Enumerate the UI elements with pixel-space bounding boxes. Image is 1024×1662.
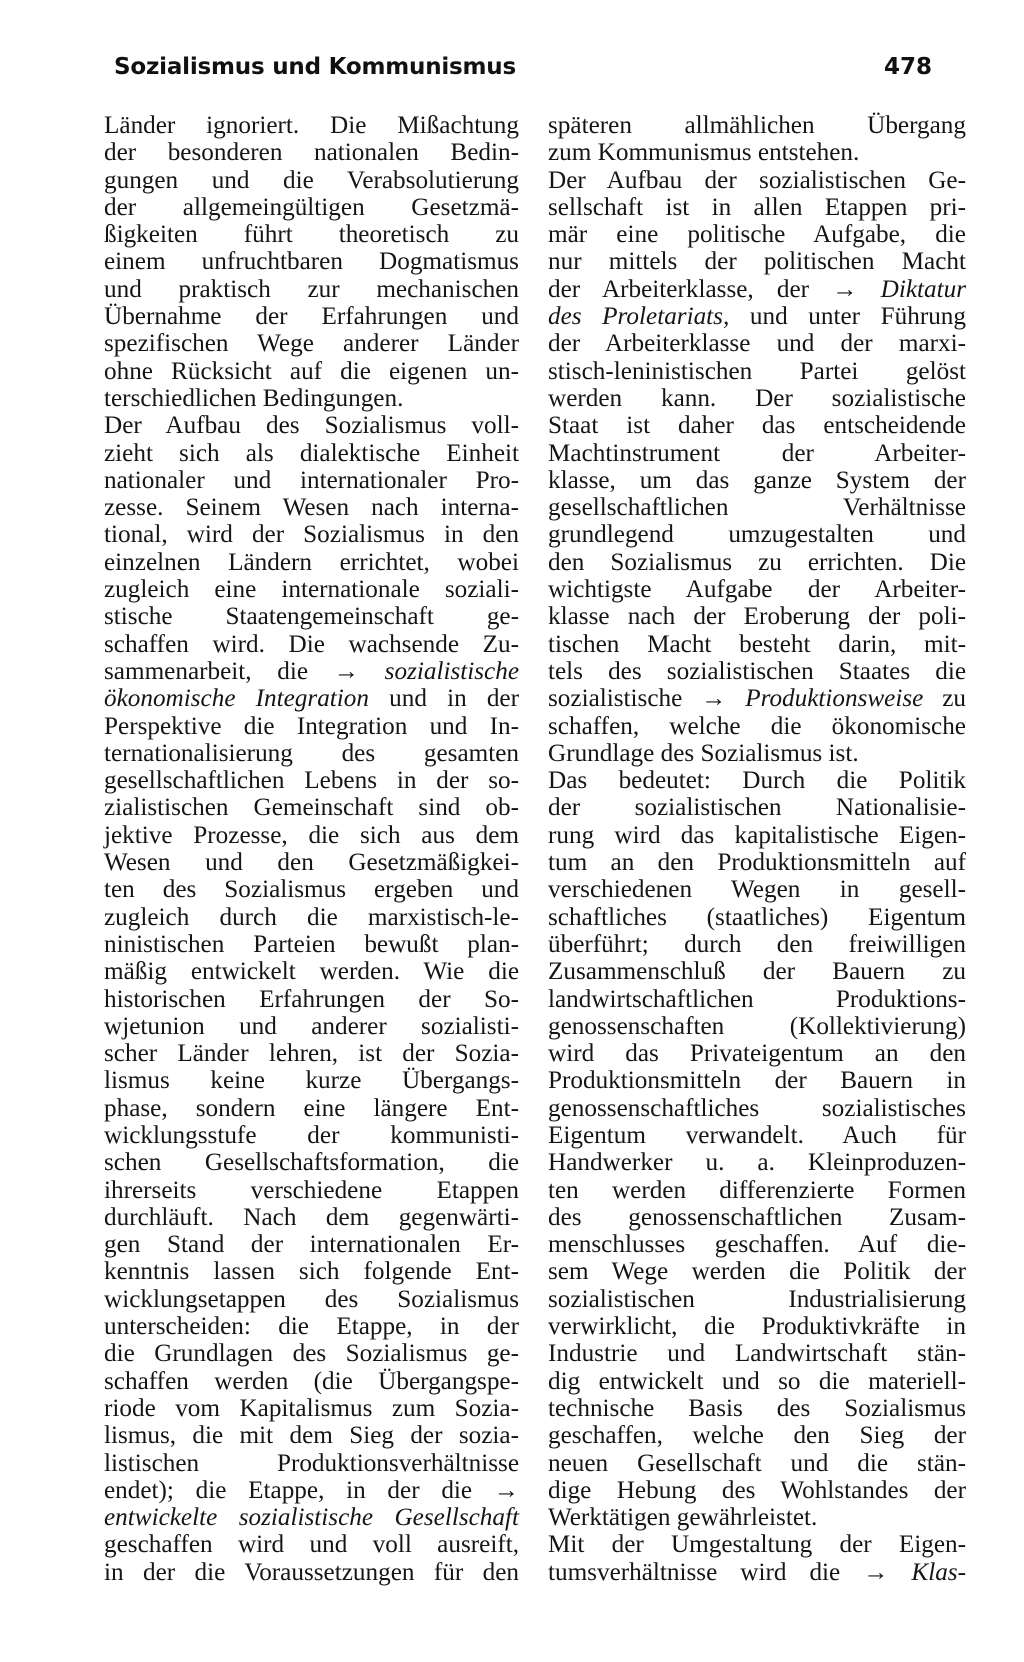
text-line bbox=[104, 685, 519, 712]
text-segment: verschiedenen Wegen in gesell- bbox=[548, 876, 966, 904]
text-segment: gen Stand der internationalen Er- bbox=[104, 1231, 519, 1259]
text-line bbox=[548, 221, 966, 248]
text-segment: zugleich durch die marxistisch-le- bbox=[104, 903, 519, 931]
text-segment: zum Kommunismus entstehen. bbox=[548, 139, 860, 167]
text-segment: wicklungsstufe der kommunisti- bbox=[104, 1121, 519, 1149]
text-segment: ternationalisierung des gesamten bbox=[104, 739, 519, 767]
text-segment: schaftliches (staatliches) Eigentum bbox=[548, 903, 966, 931]
text-segment: Werktätigen gewährleistet. bbox=[548, 1504, 818, 1532]
text-line bbox=[548, 1313, 966, 1340]
text-line bbox=[548, 248, 966, 275]
text-segment: der sozialistischen Nationalisie- bbox=[548, 794, 966, 822]
text-line bbox=[548, 904, 966, 931]
text-line bbox=[104, 1504, 519, 1531]
text-segment: einem unfruchtbaren Dogmatismus bbox=[104, 248, 519, 276]
text-segment: unterscheiden: die Etappe, in der bbox=[104, 1313, 519, 1341]
text-line bbox=[104, 1313, 519, 1340]
text-line bbox=[104, 658, 519, 685]
text-line bbox=[104, 549, 519, 576]
text-line bbox=[104, 221, 519, 248]
text-line bbox=[104, 1395, 519, 1422]
text-line bbox=[104, 1477, 519, 1504]
text-segment: tels des sozialistischen Staates die bbox=[548, 657, 966, 685]
text-line bbox=[104, 1231, 519, 1258]
text-segment: rung wird das kapitalistische Eigen- bbox=[548, 821, 966, 849]
text-line bbox=[104, 1177, 519, 1204]
text-segment: den Sozialismus zu errichten. Die bbox=[548, 548, 966, 576]
text-segment: dig entwickelt und so die materiell- bbox=[548, 1367, 966, 1395]
text-line bbox=[548, 822, 966, 849]
text-segment: Das bedeutet: Durch die Politik bbox=[548, 767, 966, 795]
text-line bbox=[548, 931, 966, 958]
text-line bbox=[548, 685, 966, 712]
text-segment: der Arbeiterklasse und der marxi- bbox=[548, 330, 966, 358]
text-segment: sammenarbeit, die → bbox=[104, 657, 385, 685]
text-line bbox=[548, 276, 966, 303]
text-line bbox=[548, 740, 966, 767]
cross-reference: entwickelte sozialistische Gesellschaft bbox=[104, 1504, 519, 1532]
text-line bbox=[104, 385, 519, 412]
text-segment: listischen Produktionsverhältnisse bbox=[104, 1449, 519, 1477]
text-line bbox=[104, 1122, 519, 1149]
text-line bbox=[104, 876, 519, 903]
text-line bbox=[104, 1559, 519, 1586]
text-line bbox=[548, 1258, 966, 1285]
text-segment: spezifischen Wege anderer Länder bbox=[104, 330, 519, 358]
text-segment: genossenschaften (Kollektivierung) bbox=[548, 1012, 966, 1040]
text-line bbox=[548, 1204, 966, 1231]
text-segment: schaffen wird. Die wachsende Zu- bbox=[104, 630, 519, 658]
text-segment: menschlusses geschaffen. Auf die- bbox=[548, 1231, 966, 1259]
text-line bbox=[104, 1450, 519, 1477]
text-segment: gesellschaftlichen Lebens in der so- bbox=[104, 767, 519, 795]
text-line bbox=[548, 1477, 966, 1504]
text-segment: Zusammenschluß der Bauern zu bbox=[548, 958, 966, 986]
text-line bbox=[548, 467, 966, 494]
text-segment: ihrerseits verschiedene Etappen bbox=[104, 1176, 519, 1204]
text-line bbox=[548, 876, 966, 903]
text-segment: schen Gesellschaftsformation, die bbox=[104, 1149, 519, 1177]
text-segment: Eigentum verwandelt. Auch für bbox=[548, 1121, 966, 1149]
text-segment: der allgemeingültigen Gesetzmä- bbox=[104, 193, 519, 221]
text-segment: wjetunion und anderer sozialisti- bbox=[104, 1012, 519, 1040]
text-segment: und praktisch zur mechanischen bbox=[104, 275, 519, 303]
text-line bbox=[104, 1340, 519, 1367]
text-segment: des genossenschaftlichen Zusam- bbox=[548, 1203, 966, 1231]
text-line bbox=[548, 1286, 966, 1313]
text-segment: zialistischen Gemeinschaft sind ob- bbox=[104, 794, 519, 822]
text-line bbox=[548, 412, 966, 439]
text-segment: Produktionsmitteln der Bauern in bbox=[548, 1067, 966, 1095]
text-segment: historischen Erfahrungen der So- bbox=[104, 985, 519, 1013]
text-line bbox=[104, 440, 519, 467]
text-line bbox=[548, 521, 966, 548]
text-line bbox=[548, 385, 966, 412]
text-line bbox=[104, 576, 519, 603]
text-line bbox=[104, 931, 519, 958]
text-segment: Der Aufbau der sozialistischen Ge- bbox=[548, 166, 966, 194]
text-line bbox=[548, 139, 966, 166]
text-segment: sellschaft ist in allen Etappen pri- bbox=[548, 193, 966, 221]
text-segment: technische Basis des Sozialismus bbox=[548, 1394, 966, 1422]
text-line bbox=[104, 412, 519, 439]
text-segment: zugleich eine internationale soziali- bbox=[104, 576, 519, 604]
text-line bbox=[548, 1122, 966, 1149]
text-segment: wird das Privateigentum an den bbox=[548, 1040, 966, 1068]
text-line bbox=[104, 1013, 519, 1040]
text-line bbox=[104, 276, 519, 303]
text-line bbox=[104, 1040, 519, 1067]
text-line bbox=[548, 713, 966, 740]
text-segment: Grundlage des Sozialismus ist. bbox=[548, 739, 859, 767]
text-segment: ten werden differenzierte Formen bbox=[548, 1176, 966, 1204]
text-segment: verwirklicht, die Produktivkräfte in bbox=[548, 1313, 966, 1341]
text-segment: tum an den Produktionsmitteln auf bbox=[548, 849, 966, 877]
text-segment: Handwerker u. a. Kleinproduzen- bbox=[548, 1149, 966, 1177]
text-line bbox=[104, 467, 519, 494]
text-segment: lismus, die mit dem Sieg der sozia- bbox=[104, 1422, 519, 1450]
text-line bbox=[104, 358, 519, 385]
text-segment: in der die Voraussetzungen für den bbox=[104, 1558, 519, 1586]
text-segment: riode vom Kapitalismus zum Sozia- bbox=[104, 1394, 519, 1422]
text-line bbox=[104, 494, 519, 521]
text-line bbox=[104, 740, 519, 767]
text-segment: stisch-leninistischen Partei gelöst bbox=[548, 357, 966, 385]
text-line bbox=[104, 1258, 519, 1285]
text-segment: Übernahme der Erfahrungen und bbox=[104, 303, 519, 331]
cross-reference: Diktatur bbox=[880, 275, 966, 303]
text-line bbox=[548, 658, 966, 685]
text-line bbox=[548, 494, 966, 521]
text-line bbox=[548, 986, 966, 1013]
text-segment: mäßig entwickelt werden. Wie die bbox=[104, 958, 519, 986]
text-line bbox=[548, 1395, 966, 1422]
page-header bbox=[114, 54, 932, 90]
cross-reference: des Proletariats, bbox=[548, 303, 730, 331]
text-line bbox=[548, 1504, 966, 1531]
text-segment: gesellschaftlichen Verhältnisse bbox=[548, 494, 966, 522]
text-segment: mär eine politische Aufgabe, die bbox=[548, 221, 966, 249]
text-line bbox=[104, 904, 519, 931]
text-segment: nationaler und internationaler Pro- bbox=[104, 466, 519, 494]
text-segment: Perspektive die Integration und In- bbox=[104, 712, 519, 740]
text-segment: und unter Führung bbox=[729, 303, 966, 331]
text-line bbox=[104, 1286, 519, 1313]
text-line bbox=[104, 1067, 519, 1094]
text-line bbox=[104, 1095, 519, 1122]
text-segment: zu bbox=[923, 685, 966, 713]
text-segment: dige Hebung des Wohlstandes der bbox=[548, 1476, 966, 1504]
text-line bbox=[548, 1040, 966, 1067]
text-segment: schaffen, welche die ökonomische bbox=[548, 712, 966, 740]
text-line bbox=[104, 1531, 519, 1558]
text-segment: Mit der Umgestaltung der Eigen- bbox=[548, 1531, 966, 1559]
text-line bbox=[548, 631, 966, 658]
text-line bbox=[104, 139, 519, 166]
text-line bbox=[548, 576, 966, 603]
text-segment: landwirtschaftlichen Produktions- bbox=[548, 985, 966, 1013]
text-line bbox=[104, 1368, 519, 1395]
text-segment: nur mittels der politischen Macht bbox=[548, 248, 966, 276]
text-segment: werden kann. Der sozialistische bbox=[548, 384, 966, 412]
text-line bbox=[548, 767, 966, 794]
text-segment: gungen und die Verabsolutierung bbox=[104, 166, 519, 194]
text-line bbox=[548, 603, 966, 630]
text-segment: scher Länder lehren, ist der Sozia- bbox=[104, 1040, 519, 1068]
text-segment: kenntnis lassen sich folgende Ent- bbox=[104, 1258, 519, 1286]
text-line bbox=[548, 440, 966, 467]
text-segment: tional, wird der Sozialismus in den bbox=[104, 521, 519, 549]
text-line bbox=[104, 194, 519, 221]
text-segment: wicklungsetappen des Sozialismus bbox=[104, 1285, 519, 1313]
text-segment: tumsverhältnisse wird die → bbox=[548, 1558, 912, 1586]
text-line bbox=[104, 1204, 519, 1231]
text-segment: Der Aufbau des Sozialismus voll- bbox=[104, 412, 519, 440]
text-line bbox=[548, 330, 966, 357]
text-segment: einzelnen Ländern errichtet, wobei bbox=[104, 548, 519, 576]
text-line bbox=[104, 330, 519, 357]
text-segment: ßigkeiten führt theoretisch zu bbox=[104, 221, 519, 249]
text-line bbox=[548, 167, 966, 194]
cross-reference: Produktionsweise bbox=[745, 685, 924, 713]
text-line bbox=[548, 1422, 966, 1449]
text-line bbox=[548, 794, 966, 821]
cross-reference: ökonomische Integration bbox=[104, 685, 369, 713]
cross-reference: Klas- bbox=[911, 1558, 966, 1586]
text-line bbox=[104, 1149, 519, 1176]
text-segment: durchläuft. Nach dem gegenwärti- bbox=[104, 1203, 519, 1231]
text-segment: endet); die Etappe, in der die → bbox=[104, 1476, 519, 1504]
text-line bbox=[548, 112, 966, 139]
text-segment: klasse nach der Eroberung der poli- bbox=[548, 603, 966, 631]
text-segment: überführt; durch den freiwilligen bbox=[548, 930, 966, 958]
text-segment: neuen Gesellschaft und die stän- bbox=[548, 1449, 966, 1477]
text-line bbox=[104, 849, 519, 876]
text-line bbox=[104, 631, 519, 658]
text-line bbox=[548, 958, 966, 985]
text-line bbox=[548, 1177, 966, 1204]
text-line bbox=[104, 167, 519, 194]
text-line bbox=[104, 958, 519, 985]
page-number: 478 bbox=[883, 54, 932, 80]
text-segment: der besonderen nationalen Bedin- bbox=[104, 139, 519, 167]
text-segment: zesse. Seinem Wesen nach interna- bbox=[104, 494, 519, 522]
text-line bbox=[104, 112, 519, 139]
text-line bbox=[104, 767, 519, 794]
text-segment: ten des Sozialismus ergeben und bbox=[104, 876, 519, 904]
text-line bbox=[548, 1231, 966, 1258]
text-segment: und in der bbox=[368, 685, 519, 713]
text-line bbox=[548, 1095, 966, 1122]
text-segment: phase, sondern eine längere Ent- bbox=[104, 1094, 519, 1122]
text-segment: Wesen und den Gesetzmäßigkei- bbox=[104, 849, 519, 877]
right-column bbox=[548, 112, 966, 1586]
text-segment: klasse, um das ganze System der bbox=[548, 466, 966, 494]
text-segment: Machtinstrument der Arbeiter- bbox=[548, 439, 966, 467]
text-line bbox=[548, 358, 966, 385]
text-line bbox=[548, 849, 966, 876]
text-segment: grundlegend umzugestalten und bbox=[548, 521, 966, 549]
text-line bbox=[548, 1531, 966, 1558]
text-line bbox=[548, 1067, 966, 1094]
text-line bbox=[548, 194, 966, 221]
text-line bbox=[548, 303, 966, 330]
text-segment: jektive Prozesse, die sich aus dem bbox=[104, 821, 519, 849]
left-column bbox=[104, 112, 519, 1586]
text-segment: schaffen werden (die Übergangspe- bbox=[104, 1367, 519, 1395]
text-line bbox=[104, 521, 519, 548]
text-line bbox=[104, 713, 519, 740]
text-line bbox=[104, 248, 519, 275]
text-segment: sem Wege werden die Politik der bbox=[548, 1258, 966, 1286]
text-line bbox=[548, 1340, 966, 1367]
text-line bbox=[548, 1450, 966, 1477]
text-segment: späteren allmählichen Übergang bbox=[548, 112, 966, 139]
text-line bbox=[548, 549, 966, 576]
text-segment: geschaffen wird und voll ausreift, bbox=[104, 1531, 519, 1559]
text-segment: lismus keine kurze Übergangs- bbox=[104, 1067, 519, 1095]
text-segment: terschiedlichen Bedingungen. bbox=[104, 384, 404, 412]
text-line bbox=[104, 603, 519, 630]
text-segment: stische Staatengemeinschaft ge- bbox=[104, 603, 519, 631]
text-segment: tischen Macht besteht darin, mit- bbox=[548, 630, 966, 658]
text-line bbox=[104, 822, 519, 849]
text-segment: sozialistische → bbox=[548, 685, 746, 713]
text-line bbox=[548, 1559, 966, 1586]
text-line bbox=[548, 1368, 966, 1395]
text-segment: geschaffen, welche den Sieg der bbox=[548, 1422, 966, 1450]
text-segment: sozialistischen Industrialisierung bbox=[548, 1285, 966, 1313]
text-line bbox=[104, 1422, 519, 1449]
text-segment: der Arbeiterklasse, der → bbox=[548, 275, 881, 303]
text-segment: genossenschaftliches sozialistisches bbox=[548, 1094, 966, 1122]
text-line bbox=[104, 986, 519, 1013]
running-head: Sozialismus und Kommunismus bbox=[114, 54, 516, 80]
text-segment: ohne Rücksicht auf die eigenen un- bbox=[104, 357, 519, 385]
text-segment: zieht sich als dialektische Einheit bbox=[104, 439, 519, 467]
text-line bbox=[104, 794, 519, 821]
text-line bbox=[548, 1149, 966, 1176]
cross-reference: sozialistische bbox=[384, 657, 519, 685]
text-line bbox=[548, 1013, 966, 1040]
text-segment: ninistischen Parteien bewußt plan- bbox=[104, 930, 519, 958]
text-line bbox=[104, 303, 519, 330]
text-segment: Länder ignoriert. Die Mißachtung bbox=[104, 112, 519, 139]
text-segment: die Grundlagen des Sozialismus ge- bbox=[104, 1340, 519, 1368]
text-segment: wichtigste Aufgabe der Arbeiter- bbox=[548, 576, 966, 604]
text-segment: Industrie und Landwirtschaft stän- bbox=[548, 1340, 966, 1368]
text-segment: Staat ist daher das entscheidende bbox=[548, 412, 966, 440]
